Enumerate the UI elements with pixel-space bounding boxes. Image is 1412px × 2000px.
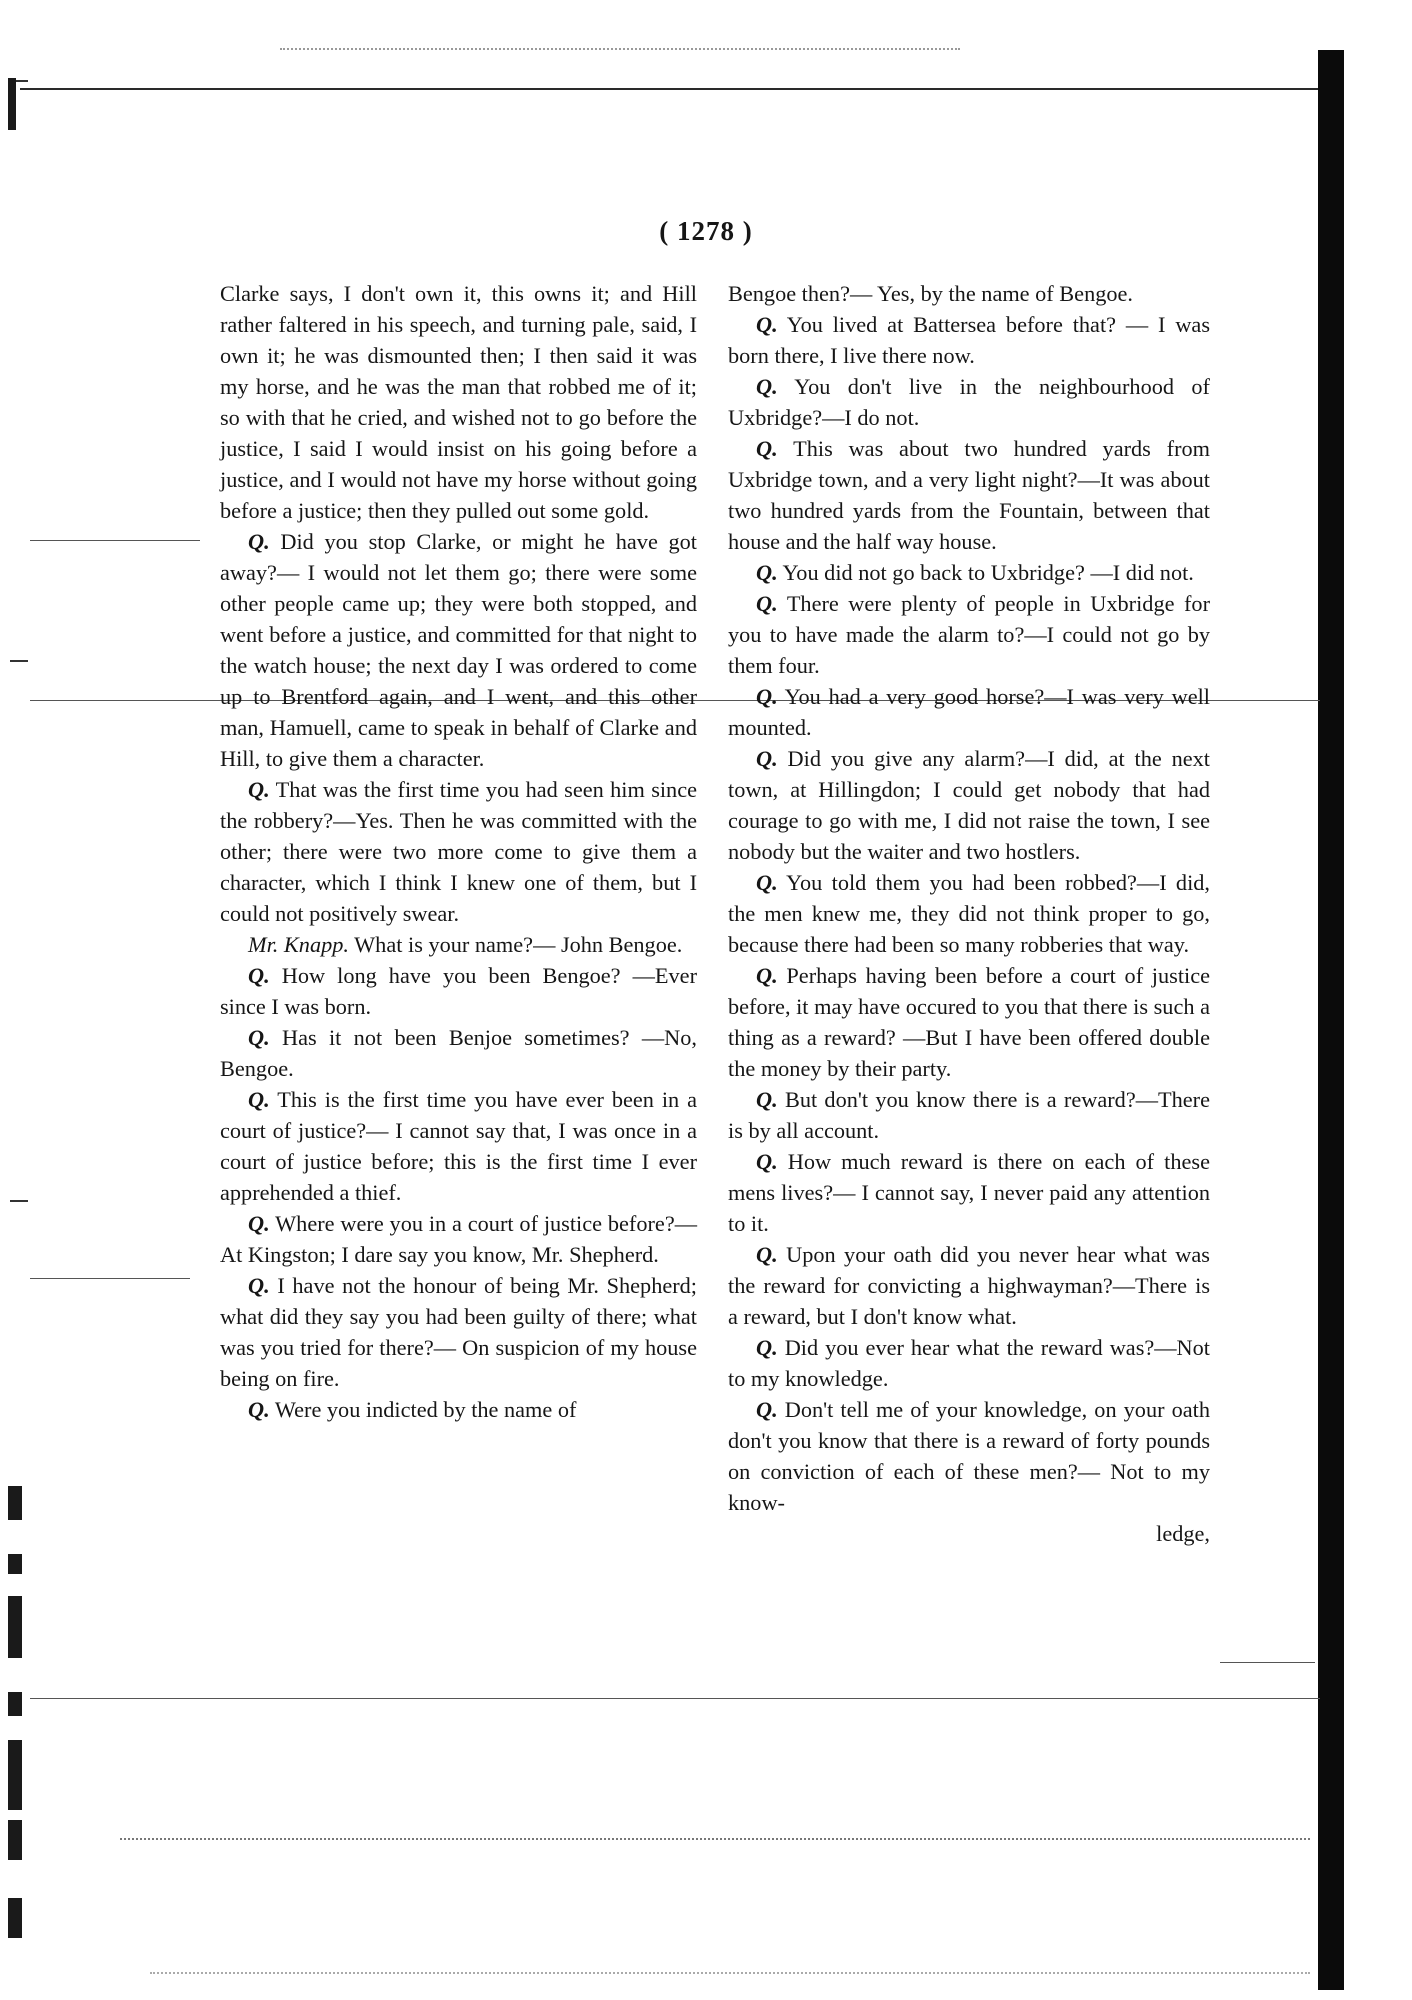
question-mark-label: Q. <box>248 1087 270 1112</box>
top-rule <box>20 88 1320 90</box>
question-paragraph: Q. How long have you been Bengoe? —Ever since I was born. <box>220 963 697 1019</box>
question-mark-label: Q. <box>248 963 270 988</box>
question-mark-label: Q. <box>756 591 778 616</box>
margin-tick <box>10 660 28 662</box>
question-paragraph: Q. Were you indicted by the name of <box>248 1397 577 1422</box>
gutter-mark <box>8 1554 22 1574</box>
question-paragraph: Q. You told them you had been robbed?—I did, the men knew me, they did not think proper to go, because there had been so many robberies that way. <box>728 870 1210 957</box>
question-paragraph: Q. You lived at Battersea before that? — I was born there, I live there now. <box>728 312 1210 368</box>
left-column <box>220 278 697 1425</box>
question-mark-label: Q. <box>248 1211 270 1236</box>
speaker-name: Mr. Knapp. <box>248 932 349 957</box>
question-mark-label: Q. <box>756 1242 778 1267</box>
question-mark-label: Q. <box>756 374 778 399</box>
question-mark-label: Q. <box>756 436 778 461</box>
question-mark-label: Q. <box>756 1397 778 1422</box>
margin-tick <box>10 1200 28 1202</box>
question-paragraph: Q. You don't live in the neighbourhood of Uxbridge?—I do not. <box>728 374 1210 430</box>
question-paragraph: Q. This was about two hundred yards from Uxbridge town, and a very light night?—It was about two hundred yards from the Fountain, between that house and the half way house. <box>728 436 1210 554</box>
question-paragraph: Q. I have not the honour of being Mr. Shepherd; what did they say you had been guilty of there; what was you tried for there?— On suspicion of my house being on fire. <box>220 1273 698 1391</box>
paragraph: Clarke says, I don't own it, this owns it; and Hill rather faltered in his speech, and turning pale, said, I own it; he was dismounted then; I then said it was my horse, and he was the man that robbed me of it; so with that he cried, and wished not to go before the justice, I said I would insist on his going before a justice, and I would not have my horse without going before a justice; then they pulled out some gold. <box>220 281 697 523</box>
question-paragraph: Q. How much reward is there on each of these mens lives?— I cannot say, I never paid any attention to it. <box>728 1149 1210 1236</box>
bottom-noise-line <box>150 1972 1310 1974</box>
question-paragraph: Q. Upon your oath did you never hear what was the reward for convicting a highwayman?—There is a reward, but I don't know what. <box>728 1242 1210 1329</box>
right-column <box>728 278 1210 1549</box>
question-mark-label: Q. <box>756 684 778 709</box>
top-noise-line <box>280 48 960 50</box>
gutter-mark <box>8 1898 22 1938</box>
question-paragraph: Q. Where were you in a court of justice before?—At Kingston; I dare say you know, Mr. Shepherd. <box>220 1211 698 1267</box>
question-paragraph: Q. Did you give any alarm?—I did, at the next town, at Hillingdon; I could get nobody that had courage to go with me, I did not raise the town, I see nobody but the waiter and two hostlers. <box>728 746 1210 864</box>
question-paragraph: Q. Don't tell me of your knowledge, on your oath don't you know that there is a reward of forty pounds on conviction of each of these men?— Not to my know- <box>728 1397 1210 1515</box>
scan-line <box>30 1698 1320 1699</box>
question-mark-label: Q. <box>756 1335 778 1360</box>
question-mark-label: Q. <box>756 963 778 988</box>
gutter-mark <box>8 1692 22 1716</box>
question-mark-label: Q. <box>756 870 778 895</box>
question-mark-label: Q. <box>248 1397 270 1422</box>
gutter-mark <box>8 1740 22 1810</box>
question-mark-label: Q. <box>248 1273 270 1298</box>
question-mark-label: Q. <box>756 560 778 585</box>
binding-shadow <box>1318 50 1344 1990</box>
question-paragraph: Q. This is the first time you have ever been in a court of justice?— I cannot say that, I was once in a court of justice before; this is the first time I ever apprehended a thief. <box>220 1087 697 1205</box>
question-paragraph: Q. You had a very good horse?—I was very well mounted. <box>728 684 1210 740</box>
question-paragraph: Q. You did not go back to Uxbridge? —I did not. <box>756 560 1194 585</box>
question-paragraph: Q. There were plenty of people in Uxbridge for you to have made the alarm to?—I could not go by them four. <box>728 591 1211 678</box>
gutter-mark <box>8 1486 22 1520</box>
scan-line <box>30 1278 190 1279</box>
gutter-mark <box>8 1596 22 1658</box>
question-paragraph: Q. That was the first time you had seen him since the robbery?—Yes. Then he was committed with the other; there were two more come to give them a character, which I think I knew one of them, but I could not positively swear. <box>220 777 698 926</box>
question-mark-label: Q. <box>756 746 778 771</box>
continuation-word: ledge, <box>1156 1521 1210 1546</box>
scan-line <box>30 540 200 541</box>
question-mark-label: Q. <box>756 1087 778 1112</box>
speaker-paragraph: Mr. Knapp. What is your name?— John Bengoe. <box>248 932 683 957</box>
question-paragraph: Q. Did you stop Clarke, or might he have got away?— I would not let them go; there were some other people came up; they were both stopped, and went before a justice, and committed for that night to the watch house; the next day I was ordered to come up to Brentford again, and I went, and this other man, Hamuell, came to speak in behalf of Clarke and Hill, to give them a character. <box>220 529 697 771</box>
question-mark-label: Q. <box>248 1025 270 1050</box>
question-paragraph: Q. Did you ever hear what the reward was?—Not to my knowledge. <box>728 1335 1211 1391</box>
gutter-mark <box>8 1820 22 1860</box>
scan-line <box>1220 1662 1315 1663</box>
question-mark-label: Q. <box>248 529 270 554</box>
paragraph: Bengoe then?— Yes, by the name of Bengoe. <box>728 281 1133 306</box>
page-number: ( 1278 ) <box>659 216 753 246</box>
question-mark-label: Q. <box>756 1149 778 1174</box>
question-mark-label: Q. <box>248 777 270 802</box>
question-paragraph: Q. But don't you know there is a reward?—There is by all account. <box>728 1087 1210 1143</box>
bottom-noise-line <box>120 1838 1310 1840</box>
gutter-mark <box>8 78 16 130</box>
question-mark-label: Q. <box>756 312 778 337</box>
question-paragraph: Q. Has it not been Benjoe sometimes? —No, Bengoe. <box>220 1025 698 1081</box>
question-paragraph: Q. Perhaps having been before a court of justice before, it may have occured to you that there is such a thing as a reward? —But I have been offered double the money by their party. <box>728 963 1211 1081</box>
